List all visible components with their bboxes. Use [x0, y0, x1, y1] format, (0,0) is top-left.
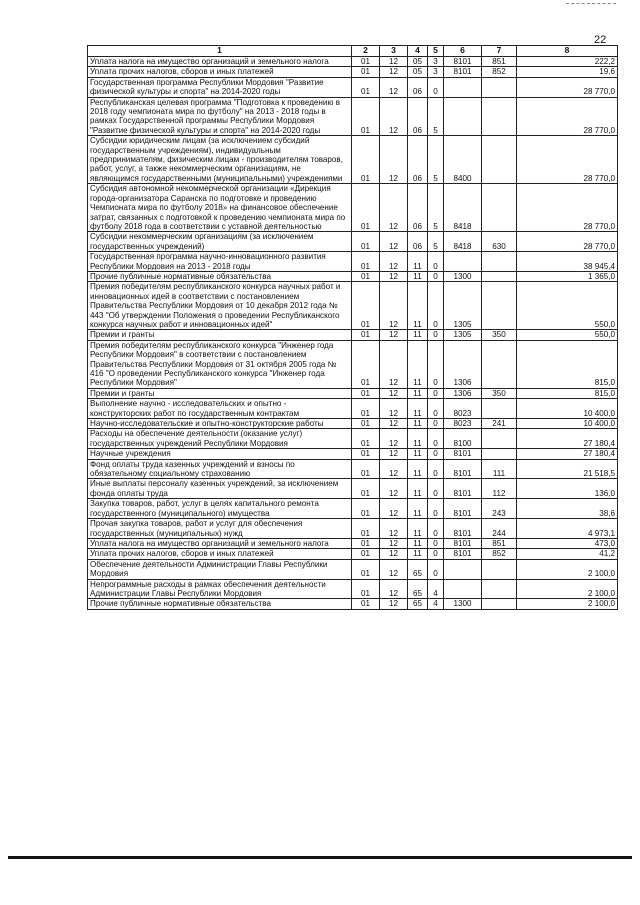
row-description: Прочая закупка товаров, работ и услуг для обеспечения государственных (муниципальных) нужд — [88, 519, 352, 539]
row-code-c5: 0 — [428, 499, 444, 519]
row-code-c4: 65 — [408, 599, 428, 609]
row-code-c3: 12 — [380, 252, 408, 272]
row-code-c6 — [444, 77, 482, 97]
row-code-c4: 05 — [408, 67, 428, 77]
col-header: 6 — [444, 46, 482, 57]
row-code-c5: 0 — [428, 429, 444, 449]
row-code-c3: 12 — [380, 559, 408, 579]
row-description: Закупка товаров, работ, услуг в целях капитального ремонта государственного (муниципального) имущества — [88, 499, 352, 519]
row-description: Уплата прочих налогов, сборов и иных платежей — [88, 67, 352, 77]
row-amount: 27 180,4 — [517, 429, 618, 449]
row-code-c6: 8023 — [444, 419, 482, 429]
table-row — [88, 330, 618, 340]
row-code-c4: 11 — [408, 459, 428, 479]
row-code-c7 — [482, 340, 517, 388]
row-code-c3: 12 — [380, 599, 408, 609]
row-description: Расходы на обеспечение деятельности (оказание услуг) государственных учреждений Республики Мордовия — [88, 429, 352, 449]
row-code-c3: 12 — [380, 549, 408, 559]
row-code-c7: 852 — [482, 549, 517, 559]
page-number: 22 — [594, 34, 607, 46]
row-code-c4: 06 — [408, 232, 428, 252]
row-description: Субсидия автономной некоммерческой организации «Дирекция города-организатора Саранска по подготовке и проведению Чемпионата мира по футболу 2018» на финансовое обеспечение затрат, связанных с подготовкой к проведению чемпионата мира по футболу 2018 года в соответствии с уставной деятельностью — [88, 184, 352, 232]
row-code-c6: 1305 — [444, 282, 482, 330]
table-row — [88, 252, 618, 272]
row-code-c2: 01 — [352, 330, 380, 340]
row-code-c7 — [482, 579, 517, 599]
table-row — [88, 549, 618, 559]
row-description: Иные выплаты персоналу казенных учреждений, за исключением фонда оплаты труда — [88, 479, 352, 499]
row-description: Прочие публичные нормативные обязательства — [88, 599, 352, 609]
row-code-c7 — [482, 559, 517, 579]
row-code-c5: 0 — [428, 479, 444, 499]
row-code-c2: 01 — [352, 340, 380, 388]
bottom-rule — [8, 856, 632, 859]
row-description: Уплата налога на имущество организаций и земельного налога — [88, 57, 352, 67]
row-amount: 28 770,0 — [517, 77, 618, 97]
row-code-c7: 852 — [482, 67, 517, 77]
row-code-c5: 0 — [428, 449, 444, 459]
row-amount: 28 770,0 — [517, 184, 618, 232]
row-code-c5: 0 — [428, 340, 444, 388]
row-code-c5: 0 — [428, 549, 444, 559]
row-code-c6: 1306 — [444, 340, 482, 388]
row-code-c6: 8101 — [444, 449, 482, 459]
table-row — [88, 271, 618, 281]
row-code-c5: 0 — [428, 559, 444, 579]
row-amount: 38 945,4 — [517, 252, 618, 272]
row-code-c3: 12 — [380, 282, 408, 330]
row-code-c7 — [482, 184, 517, 232]
row-code-c7: 630 — [482, 232, 517, 252]
row-description: Фонд оплаты труда казенных учреждений и взносы по обязательному социальному страхованию — [88, 459, 352, 479]
row-code-c7 — [482, 399, 517, 419]
row-code-c2: 01 — [352, 579, 380, 599]
row-description: Премии и гранты — [88, 330, 352, 340]
table-row — [88, 479, 618, 499]
row-code-c5: 4 — [428, 579, 444, 599]
row-code-c5: 5 — [428, 97, 444, 136]
row-description: Премия победителям республиканского конкурса научных работ и инновационных идей в соответствии с постановлением Правительства Республики Мордовия от 10 декабря 2012 года № 443 "Об утверждении Положения о проведении Республиканского конкурса научных работ и инновационных идей" — [88, 282, 352, 330]
row-code-c2: 01 — [352, 67, 380, 77]
row-code-c5: 3 — [428, 67, 444, 77]
row-code-c4: 11 — [408, 252, 428, 272]
row-amount: 19,6 — [517, 67, 618, 77]
row-amount: 27 180,4 — [517, 449, 618, 459]
row-code-c5: 0 — [428, 271, 444, 281]
row-code-c2: 01 — [352, 559, 380, 579]
row-description: Премия победителям республиканского конкурса "Инженер года Республики Мордовия" в соответствии с постановлением Правительства Республики Мордовия от 31 октября 2005 года № 416 "О проведении Республиканского конкурса "Инженер года Республики Мордовия" — [88, 340, 352, 388]
row-code-c2: 01 — [352, 271, 380, 281]
row-code-c4: 05 — [408, 57, 428, 67]
row-code-c5: 0 — [428, 77, 444, 97]
row-code-c5: 4 — [428, 599, 444, 609]
row-amount: 550,0 — [517, 330, 618, 340]
row-code-c4: 11 — [408, 549, 428, 559]
row-code-c3: 12 — [380, 232, 408, 252]
row-code-c3: 12 — [380, 271, 408, 281]
row-code-c2: 01 — [352, 97, 380, 136]
row-code-c6: 8101 — [444, 538, 482, 548]
table-row — [88, 459, 618, 479]
row-amount: 1 365,0 — [517, 271, 618, 281]
row-code-c3: 12 — [380, 479, 408, 499]
row-description: Уплата прочих налогов, сборов и иных платежей — [88, 549, 352, 559]
col-header: 5 — [428, 46, 444, 57]
row-code-c7: 350 — [482, 330, 517, 340]
row-code-c5: 0 — [428, 399, 444, 419]
row-code-c5: 3 — [428, 57, 444, 67]
row-code-c7: 241 — [482, 419, 517, 429]
row-code-c3: 12 — [380, 330, 408, 340]
row-description: Научно-исследовательские и опытно-конструкторские работы — [88, 419, 352, 429]
row-amount: 2 100,0 — [517, 579, 618, 599]
row-amount: 4 973,1 — [517, 519, 618, 539]
row-code-c6: 8023 — [444, 399, 482, 419]
row-code-c2: 01 — [352, 388, 380, 398]
row-code-c7 — [482, 252, 517, 272]
row-code-c4: 11 — [408, 499, 428, 519]
row-code-c4: 11 — [408, 282, 428, 330]
row-code-c4: 06 — [408, 97, 428, 136]
table-row — [88, 419, 618, 429]
row-code-c6: 8101 — [444, 459, 482, 479]
table-row — [88, 282, 618, 330]
col-header: 7 — [482, 46, 517, 57]
row-code-c4: 11 — [408, 388, 428, 398]
row-code-c4: 06 — [408, 77, 428, 97]
row-amount: 2 100,0 — [517, 599, 618, 609]
col-header: 8 — [517, 46, 618, 57]
row-code-c5: 5 — [428, 184, 444, 232]
row-amount: 10 400,0 — [517, 399, 618, 419]
row-code-c6: 8101 — [444, 67, 482, 77]
row-code-c7: 350 — [482, 388, 517, 398]
row-amount: 41,2 — [517, 549, 618, 559]
table-row — [88, 232, 618, 252]
row-code-c5: 5 — [428, 232, 444, 252]
row-code-c4: 06 — [408, 184, 428, 232]
row-description: Государственная программа Республики Мордовия "Развитие физической культуры и спорта" на 2014-2020 годы — [88, 77, 352, 97]
row-code-c5: 0 — [428, 252, 444, 272]
row-code-c2: 01 — [352, 77, 380, 97]
row-code-c7 — [482, 271, 517, 281]
row-code-c7: 851 — [482, 57, 517, 67]
row-code-c3: 12 — [380, 499, 408, 519]
row-code-c4: 11 — [408, 429, 428, 449]
row-amount: 28 770,0 — [517, 97, 618, 136]
row-code-c6: 8100 — [444, 429, 482, 449]
row-code-c6: 8101 — [444, 479, 482, 499]
row-code-c2: 01 — [352, 599, 380, 609]
col-header: 3 — [380, 46, 408, 57]
row-code-c3: 12 — [380, 97, 408, 136]
row-code-c5: 0 — [428, 519, 444, 539]
row-code-c7: 111 — [482, 459, 517, 479]
row-code-c6: 8101 — [444, 519, 482, 539]
table-row — [88, 449, 618, 459]
row-code-c3: 12 — [380, 429, 408, 449]
row-code-c7 — [482, 97, 517, 136]
row-code-c2: 01 — [352, 519, 380, 539]
table-row — [88, 97, 618, 136]
row-code-c3: 12 — [380, 340, 408, 388]
row-code-c5: 0 — [428, 330, 444, 340]
row-code-c2: 01 — [352, 399, 380, 419]
row-code-c2: 01 — [352, 282, 380, 330]
row-code-c2: 01 — [352, 136, 380, 184]
row-amount: 10 400,0 — [517, 419, 618, 429]
budget-table — [87, 45, 618, 610]
row-description: Прочие публичные нормативные обязательства — [88, 271, 352, 281]
row-amount: 136,0 — [517, 479, 618, 499]
row-code-c4: 11 — [408, 449, 428, 459]
table-row — [88, 57, 618, 67]
row-code-c6: 1300 — [444, 599, 482, 609]
row-description: Субсидии юридическим лицам (за исключением субсидий государственным учреждениям), индивидуальным предпринимателям, физическим лицам - производителям товаров, работ, услуг, а также некоммерческим организациям, не являющимся государственными (муниципальными) учреждениями — [88, 136, 352, 184]
row-code-c6: 8400 — [444, 136, 482, 184]
table-header-row — [88, 46, 618, 57]
row-code-c3: 12 — [380, 388, 408, 398]
table-row — [88, 519, 618, 539]
row-code-c3: 12 — [380, 399, 408, 419]
row-amount: 21 518,5 — [517, 459, 618, 479]
row-code-c4: 11 — [408, 419, 428, 429]
table-row — [88, 559, 618, 579]
row-code-c4: 11 — [408, 340, 428, 388]
row-code-c3: 12 — [380, 449, 408, 459]
row-code-c6: 8101 — [444, 499, 482, 519]
row-amount: 815,0 — [517, 340, 618, 388]
row-code-c6 — [444, 579, 482, 599]
row-amount: 473,0 — [517, 538, 618, 548]
row-code-c7 — [482, 449, 517, 459]
row-code-c6: 8418 — [444, 232, 482, 252]
row-amount: 28 770,0 — [517, 232, 618, 252]
row-code-c3: 12 — [380, 419, 408, 429]
row-code-c7: 243 — [482, 499, 517, 519]
col-header: 1 — [88, 46, 352, 57]
row-amount: 222,2 — [517, 57, 618, 67]
row-code-c4: 11 — [408, 399, 428, 419]
table-row — [88, 499, 618, 519]
row-code-c5: 5 — [428, 136, 444, 184]
row-code-c5: 0 — [428, 538, 444, 548]
table-row — [88, 579, 618, 599]
row-code-c2: 01 — [352, 419, 380, 429]
row-amount: 815,0 — [517, 388, 618, 398]
row-description: Премии и гранты — [88, 388, 352, 398]
row-code-c6: 1306 — [444, 388, 482, 398]
row-code-c2: 01 — [352, 57, 380, 67]
table-row — [88, 340, 618, 388]
row-code-c2: 01 — [352, 449, 380, 459]
table-row — [88, 599, 618, 609]
row-code-c3: 12 — [380, 538, 408, 548]
row-code-c4: 06 — [408, 136, 428, 184]
table-row — [88, 538, 618, 548]
table-row — [88, 429, 618, 449]
row-code-c4: 11 — [408, 479, 428, 499]
row-code-c2: 01 — [352, 479, 380, 499]
row-code-c6: 8101 — [444, 549, 482, 559]
row-code-c5: 0 — [428, 419, 444, 429]
row-code-c7: 244 — [482, 519, 517, 539]
row-description: Уплата налога на имущество организаций и земельного налога — [88, 538, 352, 548]
table-row — [88, 388, 618, 398]
table-row — [88, 136, 618, 184]
row-code-c6 — [444, 559, 482, 579]
row-code-c3: 12 — [380, 67, 408, 77]
row-code-c7: 112 — [482, 479, 517, 499]
row-code-c6: 1300 — [444, 271, 482, 281]
row-code-c7 — [482, 599, 517, 609]
row-code-c2: 01 — [352, 549, 380, 559]
row-code-c7 — [482, 77, 517, 97]
row-code-c6: 1305 — [444, 330, 482, 340]
row-amount: 28 770,0 — [517, 136, 618, 184]
row-description: Непрограммные расходы в рамках обеспечения деятельности Администрации Главы Республики Мордовия — [88, 579, 352, 599]
col-header: 2 — [352, 46, 380, 57]
table-row — [88, 399, 618, 419]
row-code-c6 — [444, 97, 482, 136]
row-code-c5: 0 — [428, 459, 444, 479]
row-code-c6: 8101 — [444, 57, 482, 67]
row-description: Обеспечение деятельности Администрации Главы Республики Мордовия — [88, 559, 352, 579]
row-amount: 38,6 — [517, 499, 618, 519]
row-code-c3: 12 — [380, 579, 408, 599]
row-code-c6: 8418 — [444, 184, 482, 232]
row-code-c3: 12 — [380, 57, 408, 67]
row-amount: 2 100,0 — [517, 559, 618, 579]
row-code-c2: 01 — [352, 232, 380, 252]
row-code-c2: 01 — [352, 459, 380, 479]
top-edge-mark — [566, 3, 616, 4]
row-code-c2: 01 — [352, 499, 380, 519]
table-row — [88, 67, 618, 77]
row-code-c4: 11 — [408, 519, 428, 539]
row-code-c3: 12 — [380, 459, 408, 479]
row-code-c6 — [444, 252, 482, 272]
row-code-c4: 11 — [408, 538, 428, 548]
row-code-c7 — [482, 282, 517, 330]
row-code-c3: 12 — [380, 519, 408, 539]
row-code-c2: 01 — [352, 252, 380, 272]
row-description: Республиканская целевая программа "Подготовка к проведению в 2018 году чемпионата мира по футболу" на 2013 - 2018 годы в рамках Государственной программы Республики Мордовия "Развитие физической культуры и спорта" на 2014-2020 годы — [88, 97, 352, 136]
row-description: Государственная программа научно-инновационного развития Республики Мордовия на 2013 - 2018 годы — [88, 252, 352, 272]
row-amount: 550,0 — [517, 282, 618, 330]
row-description: Выполнение научно - исследовательских и опытно - конструкторских работ по государственным контрактам — [88, 399, 352, 419]
row-code-c2: 01 — [352, 538, 380, 548]
row-code-c2: 01 — [352, 184, 380, 232]
table-row — [88, 77, 618, 97]
row-code-c3: 12 — [380, 77, 408, 97]
row-description: Субсидии некоммерческим организациям (за исключением государственных учреждений) — [88, 232, 352, 252]
row-code-c3: 12 — [380, 136, 408, 184]
row-code-c5: 0 — [428, 388, 444, 398]
row-code-c2: 01 — [352, 429, 380, 449]
row-code-c4: 65 — [408, 559, 428, 579]
row-code-c4: 11 — [408, 271, 428, 281]
col-header: 4 — [408, 46, 428, 57]
row-code-c5: 0 — [428, 282, 444, 330]
row-code-c7 — [482, 429, 517, 449]
row-description: Научные учреждения — [88, 449, 352, 459]
row-code-c3: 12 — [380, 184, 408, 232]
row-code-c7 — [482, 136, 517, 184]
row-code-c7: 851 — [482, 538, 517, 548]
row-code-c4: 65 — [408, 579, 428, 599]
table-row — [88, 184, 618, 232]
row-code-c4: 11 — [408, 330, 428, 340]
